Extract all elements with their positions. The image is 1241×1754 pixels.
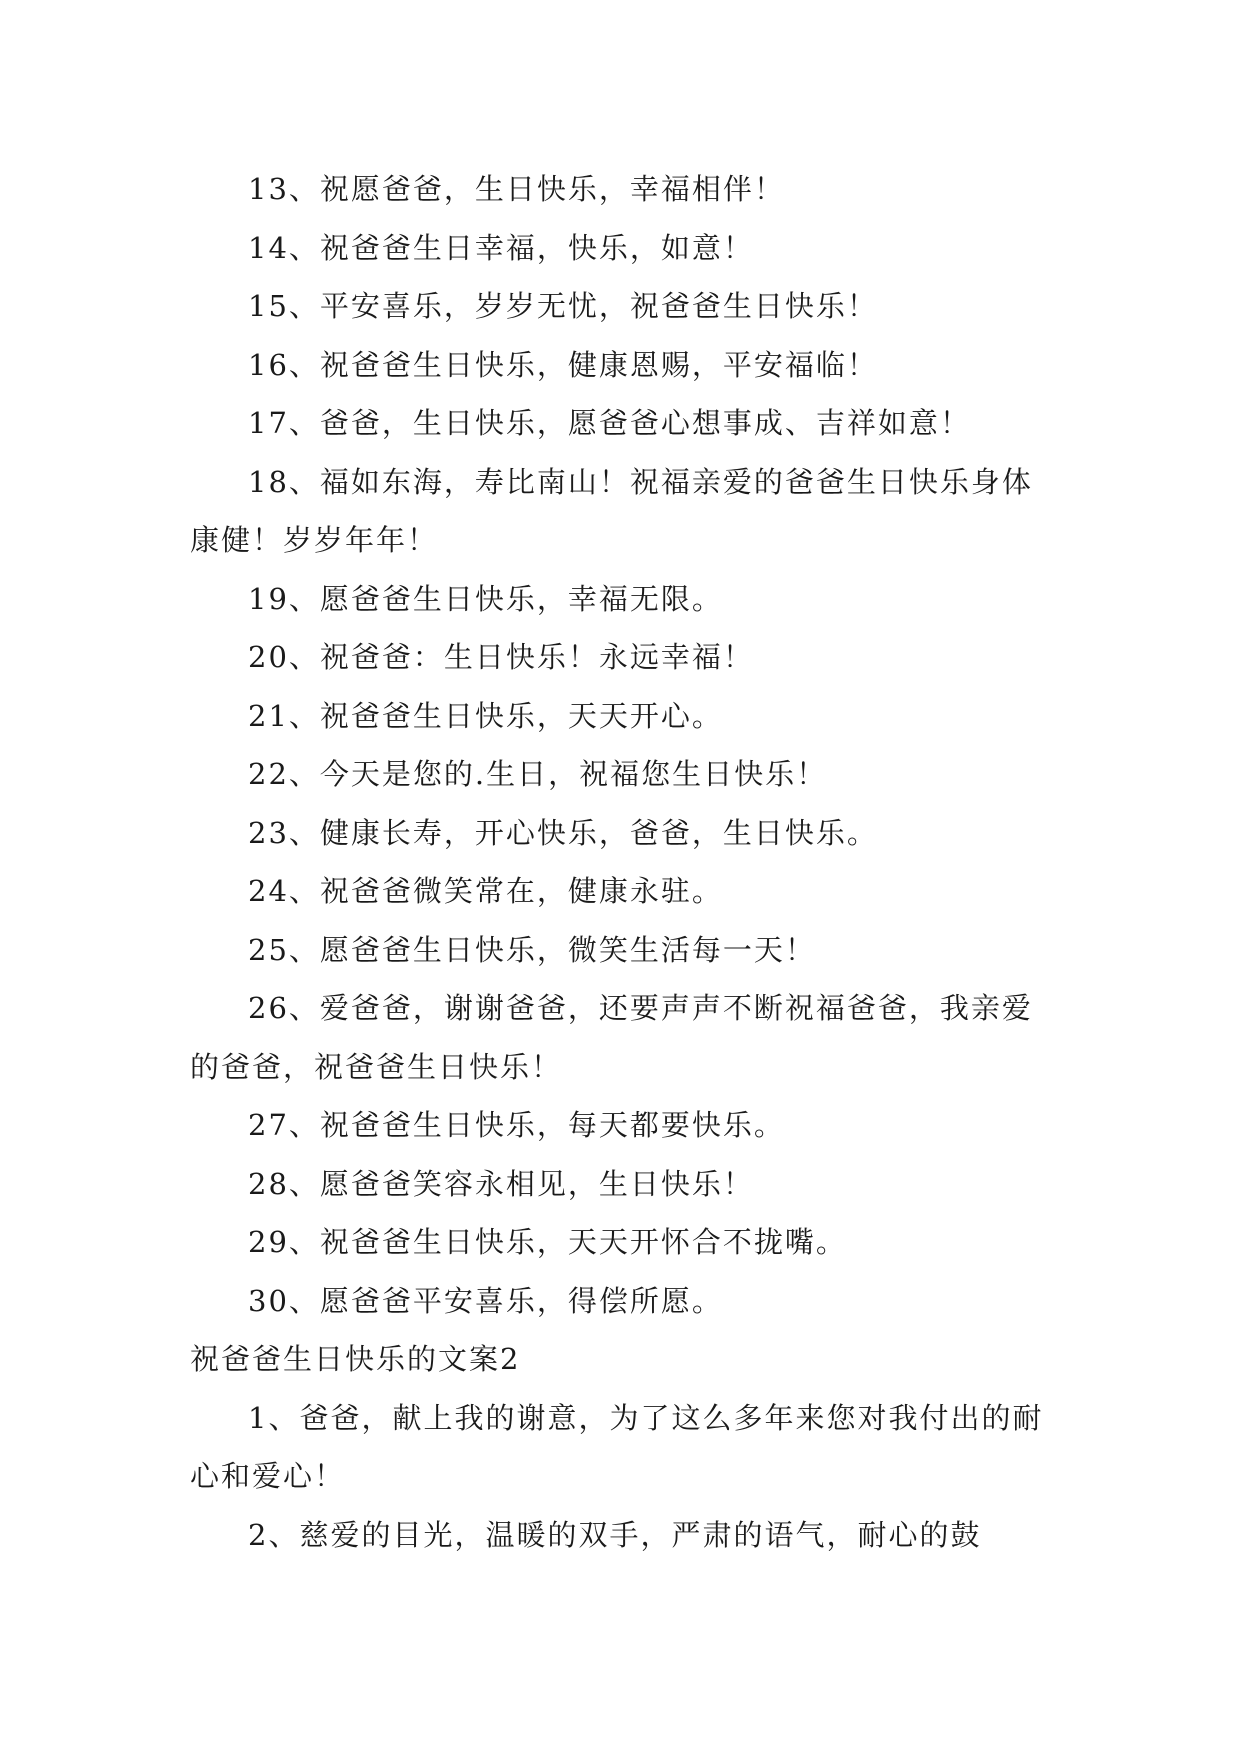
document-body bbox=[190, 160, 1060, 1564]
paragraph-21: 21、祝爸爸生日快乐，天天开心。 bbox=[248, 698, 723, 733]
paragraph-23: 23、健康长寿，开心快乐，爸爸，生日快乐。 bbox=[248, 815, 878, 850]
paragraph-16: 16、祝爸爸生日快乐，健康恩赐，平安福临！ bbox=[248, 347, 878, 382]
paragraph-15: 15、平安喜乐，岁岁无忧，祝爸爸生日快乐！ bbox=[248, 289, 878, 323]
paragraph-18: 18、福如东海，寿比南山！祝福亲爱的爸爸生日快乐身体康健！岁岁年年！ bbox=[190, 464, 1033, 557]
paragraph-b-2: 2、慈爱的目光，温暖的双手，严肃的语气，耐心的鼓 bbox=[248, 1517, 982, 1552]
paragraph-26: 26、爱爸爸，谢谢爸爸，还要声声不断祝福爸爸，我亲爱的爸爸，祝爸爸生日快乐！ bbox=[190, 991, 1033, 1084]
paragraph-28: 28、愿爸爸笑容永相见，生日快乐！ bbox=[248, 1166, 754, 1201]
paragraph-22: 22、今天是您的.生日，祝福您生日快乐！ bbox=[248, 757, 828, 791]
paragraph-17: 17、爸爸，生日快乐，愿爸爸心想事成、吉祥如意！ bbox=[248, 406, 971, 440]
paragraph-14: 14、祝爸爸生日幸福，快乐，如意！ bbox=[248, 230, 754, 265]
paragraph-30: 30、愿爸爸平安喜乐，得偿所愿。 bbox=[248, 1283, 723, 1318]
paragraph-19: 19、愿爸爸生日快乐，幸福无限。 bbox=[248, 581, 723, 616]
paragraph-29: 29、祝爸爸生日快乐，天天开怀合不拢嘴。 bbox=[248, 1225, 847, 1259]
section-heading: 祝爸爸生日快乐的文案2 bbox=[190, 1342, 521, 1376]
paragraph-24: 24、祝爸爸微笑常在，健康永驻。 bbox=[248, 874, 723, 908]
paragraph-20: 20、祝爸爸：生日快乐！永远幸福！ bbox=[248, 640, 754, 674]
paragraph-13: 13、祝愿爸爸，生日快乐，幸福相伴！ bbox=[248, 172, 785, 206]
paragraph-b-1: 1、爸爸，献上我的谢意，为了这么多年来您对我付出的耐心和爱心！ bbox=[190, 1400, 1044, 1493]
paragraph-27: 27、祝爸爸生日快乐，每天都要快乐。 bbox=[248, 1108, 785, 1142]
paragraph-25: 25、愿爸爸生日快乐，微笑生活每一天！ bbox=[248, 932, 816, 967]
